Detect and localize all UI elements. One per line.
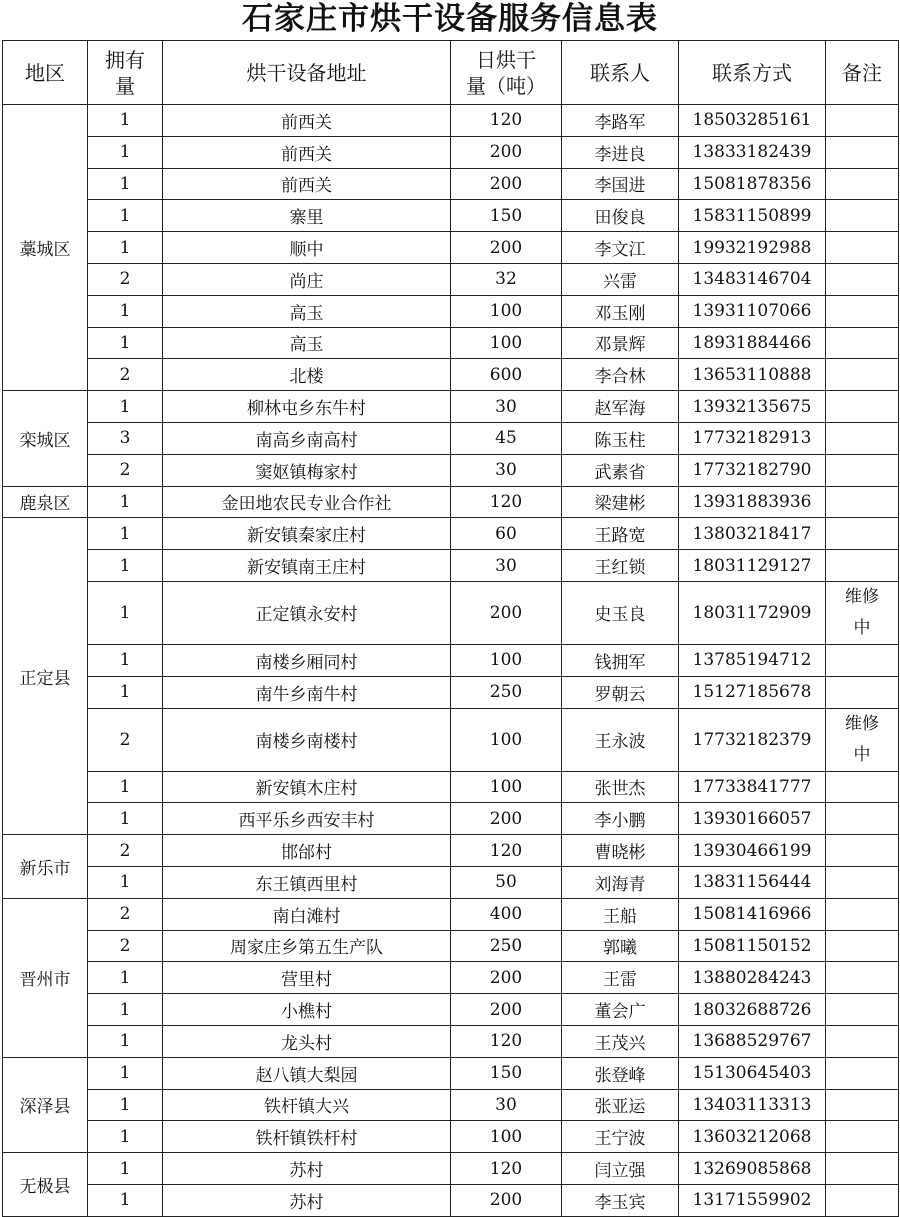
table-row xyxy=(3,866,899,898)
note-cell xyxy=(826,835,899,867)
address-cell: 南楼乡南楼村 xyxy=(163,708,451,771)
count-cell: 1 xyxy=(88,136,163,168)
address-cell: 金田地农民专业合作社 xyxy=(163,486,451,518)
capacity-cell: 32 xyxy=(451,263,562,295)
note-cell xyxy=(826,136,899,168)
note-cell: 维修 中 xyxy=(826,708,899,771)
note-cell xyxy=(826,486,899,518)
phone-cell: 13803218417 xyxy=(679,518,826,550)
table-row xyxy=(3,327,899,359)
address-cell: 西平乐乡西安丰村 xyxy=(163,803,451,835)
phone-cell: 13653110888 xyxy=(679,359,826,391)
note-cell xyxy=(826,454,899,486)
address-cell: 南白滩村 xyxy=(163,898,451,930)
capacity-cell: 150 xyxy=(451,200,562,232)
contact-cell: 李文江 xyxy=(562,232,679,264)
capacity-cell: 45 xyxy=(451,422,562,454)
header-count-line1: 拥有 xyxy=(105,47,145,72)
phone-cell: 13785194712 xyxy=(679,644,826,676)
table-row xyxy=(3,136,899,168)
contact-cell: 董会广 xyxy=(562,994,679,1026)
capacity-cell: 200 xyxy=(451,994,562,1026)
capacity-cell: 100 xyxy=(451,1121,562,1153)
page-title: 石家庄市烘干设备服务信息表 xyxy=(242,1,658,37)
phone-cell: 13930166057 xyxy=(679,803,826,835)
phone-cell: 13688529767 xyxy=(679,1025,826,1057)
table-row xyxy=(3,1057,899,1089)
count-cell: 1 xyxy=(88,550,163,582)
contact-cell: 田俊良 xyxy=(562,200,679,232)
count-cell: 2 xyxy=(88,359,163,391)
capacity-cell: 100 xyxy=(451,708,562,771)
table-row xyxy=(3,898,899,930)
header-phone: 联系方式 xyxy=(679,41,826,105)
note-cell xyxy=(826,866,899,898)
region-cell: 栾城区 xyxy=(3,391,88,486)
table-body xyxy=(3,105,899,1217)
table-row xyxy=(3,391,899,423)
contact-cell: 武素省 xyxy=(562,454,679,486)
contact-cell: 王永波 xyxy=(562,708,679,771)
contact-cell: 王雷 xyxy=(562,962,679,994)
address-cell: 南高乡南高村 xyxy=(163,422,451,454)
phone-cell: 19932192988 xyxy=(679,232,826,264)
contact-cell: 兴雷 xyxy=(562,263,679,295)
table-row xyxy=(3,359,899,391)
capacity-cell: 120 xyxy=(451,486,562,518)
capacity-cell: 30 xyxy=(451,454,562,486)
capacity-cell: 250 xyxy=(451,676,562,708)
capacity-cell: 100 xyxy=(451,644,562,676)
phone-cell: 13931107066 xyxy=(679,295,826,327)
count-cell: 1 xyxy=(88,105,163,137)
note-cell xyxy=(826,327,899,359)
count-cell: 1 xyxy=(88,866,163,898)
note-cell xyxy=(826,676,899,708)
contact-cell: 李国进 xyxy=(562,168,679,200)
count-cell: 2 xyxy=(88,930,163,962)
address-cell: 铁杆镇铁杆村 xyxy=(163,1121,451,1153)
contact-cell: 王红锁 xyxy=(562,550,679,582)
phone-cell: 17733841777 xyxy=(679,771,826,803)
count-cell: 1 xyxy=(88,1121,163,1153)
note-cell xyxy=(826,930,899,962)
contact-cell: 李合林 xyxy=(562,359,679,391)
address-cell: 东王镇西里村 xyxy=(163,866,451,898)
table-row xyxy=(3,1153,899,1185)
note-cell xyxy=(826,771,899,803)
contact-cell: 郭曦 xyxy=(562,930,679,962)
count-cell: 1 xyxy=(88,644,163,676)
count-cell: 1 xyxy=(88,1089,163,1121)
table-row xyxy=(3,518,899,550)
table-row xyxy=(3,422,899,454)
phone-cell: 13171559902 xyxy=(679,1184,826,1216)
count-cell: 1 xyxy=(88,232,163,264)
contact-cell: 邓玉刚 xyxy=(562,295,679,327)
address-cell: 龙头村 xyxy=(163,1025,451,1057)
table-row xyxy=(3,771,899,803)
capacity-cell: 30 xyxy=(451,391,562,423)
region-cell: 新乐市 xyxy=(3,835,88,899)
table-row xyxy=(3,581,899,644)
contact-cell: 陈玉柱 xyxy=(562,422,679,454)
region-cell: 深泽县 xyxy=(3,1057,88,1152)
table-row xyxy=(3,1089,899,1121)
contact-cell: 李路军 xyxy=(562,105,679,137)
address-cell: 赵八镇大梨园 xyxy=(163,1057,451,1089)
header-capacity-line1: 日烘干 xyxy=(476,47,536,72)
table-row xyxy=(3,232,899,264)
table-row xyxy=(3,644,899,676)
count-cell: 1 xyxy=(88,771,163,803)
contact-cell: 王茂兴 xyxy=(562,1025,679,1057)
contact-cell: 曹晓彬 xyxy=(562,835,679,867)
header-address: 烘干设备地址 xyxy=(163,41,451,105)
contact-cell: 邓景辉 xyxy=(562,327,679,359)
address-cell: 寨里 xyxy=(163,200,451,232)
contact-cell: 张登峰 xyxy=(562,1057,679,1089)
phone-cell: 17732182790 xyxy=(679,454,826,486)
note-cell xyxy=(826,105,899,137)
table-row xyxy=(3,930,899,962)
phone-cell: 18032688726 xyxy=(679,994,826,1026)
note-cell xyxy=(826,263,899,295)
note-cell xyxy=(826,518,899,550)
phone-cell: 15081878356 xyxy=(679,168,826,200)
phone-cell: 15081416966 xyxy=(679,898,826,930)
contact-cell: 梁建彬 xyxy=(562,486,679,518)
contact-cell: 王船 xyxy=(562,898,679,930)
table-row xyxy=(3,962,899,994)
note-cell xyxy=(826,359,899,391)
header-contact: 联系人 xyxy=(562,41,679,105)
capacity-cell: 100 xyxy=(451,771,562,803)
note-cell: 维修 中 xyxy=(826,581,899,644)
contact-cell: 闫立强 xyxy=(562,1153,679,1185)
region-cell: 藁城区 xyxy=(3,105,88,391)
phone-cell: 13603212068 xyxy=(679,1121,826,1153)
address-cell: 尚庄 xyxy=(163,263,451,295)
capacity-cell: 120 xyxy=(451,835,562,867)
phone-cell: 18503285161 xyxy=(679,105,826,137)
count-cell: 1 xyxy=(88,803,163,835)
capacity-cell: 200 xyxy=(451,136,562,168)
contact-cell: 王宁波 xyxy=(562,1121,679,1153)
count-cell: 2 xyxy=(88,835,163,867)
count-cell: 1 xyxy=(88,518,163,550)
count-cell: 1 xyxy=(88,994,163,1026)
header-row xyxy=(3,41,899,105)
note-cell xyxy=(826,1184,899,1216)
header-note: 备注 xyxy=(826,41,899,105)
region-cell: 鹿泉区 xyxy=(3,486,88,518)
count-cell: 1 xyxy=(88,486,163,518)
address-cell: 新安镇南王庄村 xyxy=(163,550,451,582)
address-cell: 南牛乡南牛村 xyxy=(163,676,451,708)
region-cell: 晋州市 xyxy=(3,898,88,1057)
contact-cell: 罗朝云 xyxy=(562,676,679,708)
contact-cell: 李进良 xyxy=(562,136,679,168)
note-cell xyxy=(826,391,899,423)
count-cell: 1 xyxy=(88,581,163,644)
count-cell: 1 xyxy=(88,1184,163,1216)
capacity-cell: 100 xyxy=(451,295,562,327)
phone-cell: 13269085868 xyxy=(679,1153,826,1185)
note-cell xyxy=(826,550,899,582)
capacity-cell: 50 xyxy=(451,866,562,898)
note-cell xyxy=(826,1057,899,1089)
table-row xyxy=(3,803,899,835)
phone-cell: 13930466199 xyxy=(679,835,826,867)
contact-cell: 赵军海 xyxy=(562,391,679,423)
contact-cell: 史玉良 xyxy=(562,581,679,644)
note-cell xyxy=(826,1025,899,1057)
region-cell: 正定县 xyxy=(3,518,88,835)
table-row xyxy=(3,835,899,867)
count-cell: 2 xyxy=(88,263,163,295)
capacity-cell: 200 xyxy=(451,581,562,644)
capacity-cell: 250 xyxy=(451,930,562,962)
contact-cell: 李小鹏 xyxy=(562,803,679,835)
count-cell: 1 xyxy=(88,1153,163,1185)
region-cell: 无极县 xyxy=(3,1153,88,1217)
table-row xyxy=(3,168,899,200)
phone-cell: 13831156444 xyxy=(679,866,826,898)
capacity-cell: 30 xyxy=(451,550,562,582)
note-cell xyxy=(826,994,899,1026)
table-row xyxy=(3,1121,899,1153)
address-cell: 南楼乡厢同村 xyxy=(163,644,451,676)
contact-cell: 张世杰 xyxy=(562,771,679,803)
count-cell: 1 xyxy=(88,391,163,423)
table-row xyxy=(3,1184,899,1216)
table-row xyxy=(3,454,899,486)
table-row xyxy=(3,994,899,1026)
address-cell: 前西关 xyxy=(163,136,451,168)
count-cell: 1 xyxy=(88,327,163,359)
address-cell: 铁杆镇大兴 xyxy=(163,1089,451,1121)
address-cell: 小樵村 xyxy=(163,994,451,1026)
count-cell: 1 xyxy=(88,295,163,327)
contact-cell: 李玉宾 xyxy=(562,1184,679,1216)
contact-cell: 钱拥军 xyxy=(562,644,679,676)
capacity-cell: 120 xyxy=(451,1153,562,1185)
header-capacity xyxy=(451,41,562,105)
capacity-cell: 120 xyxy=(451,1025,562,1057)
phone-cell: 17732182379 xyxy=(679,708,826,771)
capacity-cell: 30 xyxy=(451,1089,562,1121)
address-cell: 前西关 xyxy=(163,168,451,200)
note-cell xyxy=(826,962,899,994)
count-cell: 1 xyxy=(88,962,163,994)
capacity-cell: 200 xyxy=(451,803,562,835)
phone-cell: 17732182913 xyxy=(679,422,826,454)
header-region: 地区 xyxy=(3,41,88,105)
phone-cell: 15130645403 xyxy=(679,1057,826,1089)
capacity-cell: 200 xyxy=(451,1184,562,1216)
table-row xyxy=(3,676,899,708)
address-cell: 营里村 xyxy=(163,962,451,994)
table-row xyxy=(3,1025,899,1057)
count-cell: 1 xyxy=(88,676,163,708)
phone-cell: 13403113313 xyxy=(679,1089,826,1121)
count-cell: 1 xyxy=(88,1057,163,1089)
address-cell: 新安镇秦家庄村 xyxy=(163,518,451,550)
table-row xyxy=(3,708,899,771)
capacity-cell: 150 xyxy=(451,1057,562,1089)
note-cell xyxy=(826,803,899,835)
address-cell: 北楼 xyxy=(163,359,451,391)
note-cell xyxy=(826,898,899,930)
capacity-cell: 100 xyxy=(451,327,562,359)
note-cell xyxy=(826,1153,899,1185)
phone-cell: 13932135675 xyxy=(679,391,826,423)
phone-cell: 13880284243 xyxy=(679,962,826,994)
table-row xyxy=(3,263,899,295)
header-capacity-line2: 量（吨） xyxy=(466,73,546,98)
contact-cell: 王路宽 xyxy=(562,518,679,550)
address-cell: 苏村 xyxy=(163,1184,451,1216)
capacity-cell: 120 xyxy=(451,105,562,137)
phone-cell: 18931884466 xyxy=(679,327,826,359)
note-cell xyxy=(826,422,899,454)
address-cell: 高玉 xyxy=(163,327,451,359)
phone-cell: 13833182439 xyxy=(679,136,826,168)
address-cell: 正定镇永安村 xyxy=(163,581,451,644)
table-row xyxy=(3,105,899,137)
note-cell xyxy=(826,200,899,232)
phone-cell: 18031129127 xyxy=(679,550,826,582)
contact-cell: 刘海青 xyxy=(562,866,679,898)
count-cell: 1 xyxy=(88,1025,163,1057)
note-cell xyxy=(826,1121,899,1153)
header-count-line2: 量 xyxy=(115,73,135,98)
capacity-cell: 60 xyxy=(451,518,562,550)
address-cell: 苏村 xyxy=(163,1153,451,1185)
count-cell: 1 xyxy=(88,200,163,232)
count-cell: 3 xyxy=(88,422,163,454)
table-row xyxy=(3,295,899,327)
phone-cell: 15081150152 xyxy=(679,930,826,962)
address-cell: 柳林屯乡东牛村 xyxy=(163,391,451,423)
header-count xyxy=(88,41,163,105)
count-cell: 2 xyxy=(88,454,163,486)
count-cell: 2 xyxy=(88,708,163,771)
count-cell: 2 xyxy=(88,898,163,930)
phone-cell: 15831150899 xyxy=(679,200,826,232)
address-cell: 高玉 xyxy=(163,295,451,327)
table-row xyxy=(3,486,899,518)
address-cell: 窦妪镇梅家村 xyxy=(163,454,451,486)
address-cell: 新安镇木庄村 xyxy=(163,771,451,803)
table-row xyxy=(3,550,899,582)
capacity-cell: 200 xyxy=(451,168,562,200)
phone-cell: 18031172909 xyxy=(679,581,826,644)
address-cell: 邯邰村 xyxy=(163,835,451,867)
note-cell xyxy=(826,232,899,264)
note-cell xyxy=(826,644,899,676)
address-cell: 顺中 xyxy=(163,232,451,264)
dryer-info-table xyxy=(2,40,899,1217)
capacity-cell: 200 xyxy=(451,232,562,264)
table-row xyxy=(3,200,899,232)
note-cell xyxy=(826,168,899,200)
note-cell xyxy=(826,295,899,327)
address-cell: 前西关 xyxy=(163,105,451,137)
phone-cell: 13483146704 xyxy=(679,263,826,295)
address-cell: 周家庄乡第五生产队 xyxy=(163,930,451,962)
note-cell xyxy=(826,1089,899,1121)
phone-cell: 13931883936 xyxy=(679,486,826,518)
capacity-cell: 400 xyxy=(451,898,562,930)
capacity-cell: 600 xyxy=(451,359,562,391)
count-cell: 1 xyxy=(88,168,163,200)
contact-cell: 张亚运 xyxy=(562,1089,679,1121)
capacity-cell: 200 xyxy=(451,962,562,994)
phone-cell: 15127185678 xyxy=(679,676,826,708)
